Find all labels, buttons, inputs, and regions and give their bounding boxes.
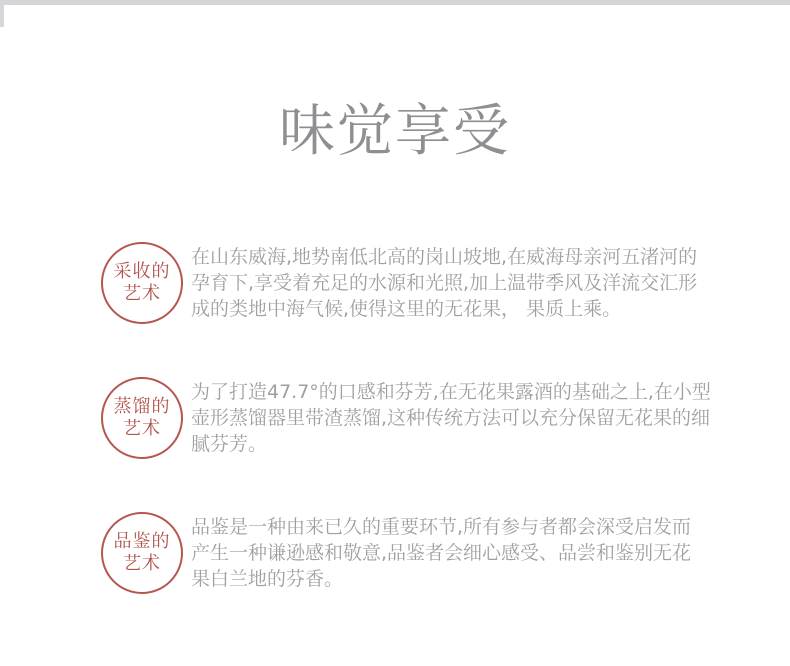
paragraph-line: 腻芬芳。 [191, 433, 268, 456]
paragraph-line: 果白兰地的芬香。 [191, 568, 344, 591]
badge-label-line1: 蒸馏的 [113, 396, 171, 418]
paragraph-line: 壶形蒸馏器里带渣蒸馏,这种传统方法可以充分保留无花果的细 [191, 407, 711, 430]
badge-label-line1: 品鉴的 [113, 531, 171, 553]
tasting-art-paragraph [191, 514, 691, 592]
paragraph-line: 为了打造47.7°的口感和芬芳,在无花果露酒的基础之上,在小型 [191, 381, 711, 404]
badge-label-line2: 艺术 [123, 283, 161, 305]
paragraph-line: 成的类地中海气候,使得这里的无花果， 果质上乘。 [191, 298, 622, 321]
badge-label-line2: 艺术 [123, 418, 161, 440]
harvest-art-paragraph [191, 244, 697, 322]
section-harvest-art [101, 242, 790, 324]
tasting-art-badge [101, 512, 183, 594]
section-distill-art [101, 377, 790, 459]
section-tasting-art [101, 512, 790, 594]
paragraph-line: 孕育下,享受着充足的水源和光照,加上温带季风及洋流交汇形 [191, 272, 698, 295]
badge-label-line2: 艺术 [123, 553, 161, 575]
paragraph-line: 品鉴是一种由来已久的重要环节,所有参与者都会深受启发而 [191, 516, 692, 539]
paragraph-line: 在山东威海,地势南低北高的岗山坡地,在威海母亲河五渚河的 [191, 246, 698, 269]
left-crop-artifact [0, 5, 4, 27]
distill-art-badge [101, 377, 183, 459]
badge-label-line1: 采收的 [113, 261, 171, 283]
page-title: 味觉享受 [279, 99, 511, 164]
distill-art-paragraph [191, 379, 711, 457]
sections-container [0, 242, 790, 594]
harvest-art-badge [101, 242, 183, 324]
paragraph-line: 产生一种谦逊感和敬意,品鉴者会细心感受、品尝和鉴别无花 [191, 542, 692, 565]
top-crop-artifact [0, 0, 790, 5]
